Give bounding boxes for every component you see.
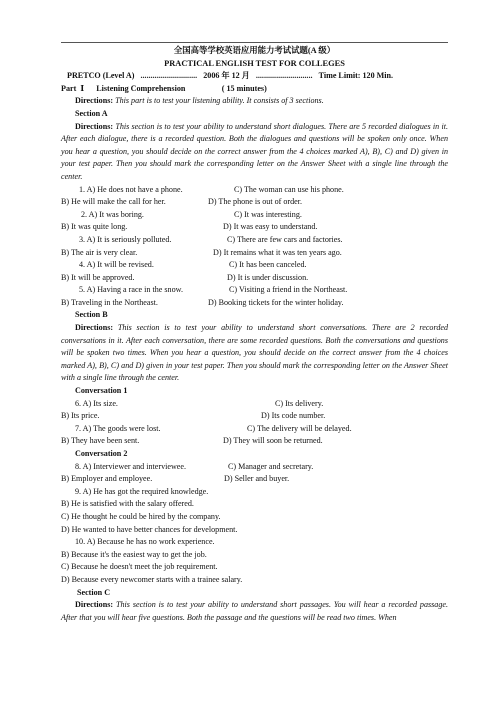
option-left: B) It was quite long. — [61, 222, 128, 232]
question-10-option-b: B) Because it's the easiest way to get the job. — [61, 549, 207, 559]
directions-text: This section is to test your ability to understand short passages. You will hear a recorded passage. After that you will hear five questions. Both the passage and the questions will be read two times. When — [61, 600, 448, 622]
option-left: B) Employer and employee. — [61, 474, 153, 484]
question-10-option-c: C) Because he doesn't meet the job requirement. — [61, 562, 218, 572]
question-9-option-c: C) He thought he could be hired by the company. — [61, 511, 221, 521]
question-row — [61, 259, 448, 272]
question-row — [61, 473, 448, 486]
option-left: B) It will be approved. — [61, 272, 135, 282]
question-row — [61, 221, 448, 234]
option-right: D) It remains what it was ten years ago. — [213, 247, 342, 257]
option-right: D) Booking tickets for the winter holiday. — [208, 297, 344, 307]
option-left: 4. A) It will be revised. — [79, 260, 154, 270]
question-9-option-b: B) He is satisfied with the salary offered. — [61, 499, 194, 509]
question-row — [61, 297, 448, 310]
section-b-directions — [61, 322, 448, 385]
option-left: 2. A) It was boring. — [81, 209, 144, 219]
option-right: C) Visiting a friend in the Northeast. — [229, 285, 348, 295]
question-row — [61, 461, 448, 474]
conversation-2-heading: Conversation 2 — [75, 449, 128, 458]
option-left: 3. A) It is seriously polluted. — [79, 234, 172, 244]
option-right: D) It was easy to understand. — [223, 222, 318, 232]
question-9-option-d: D) He wanted to have better chances for development. — [61, 524, 238, 534]
option-right: C) It has been canceled. — [229, 260, 307, 270]
option-right: D) It is under discussion. — [227, 272, 309, 282]
option-right: D) The phone is out of order. — [208, 197, 303, 207]
question-row — [61, 209, 448, 222]
option-right: C) The woman can use his phone. — [234, 184, 344, 194]
option-right: C) It was interesting. — [234, 209, 302, 219]
option-left: 1. A) He does not have a phone. — [79, 184, 183, 194]
option-left: 6. A) Its size. — [75, 398, 118, 408]
directions-label: Directions: — [75, 600, 114, 610]
question-row — [61, 247, 448, 260]
question-row — [61, 272, 448, 285]
question-row — [61, 410, 448, 423]
option-right: C) There are few cars and factories. — [227, 234, 343, 244]
question-row — [61, 196, 448, 209]
part-heading: Part Ⅰ Listening Comprehension ( 15 minutes) — [61, 83, 267, 93]
header-rule — [61, 42, 448, 43]
directions-text: This section is to test your ability to understand short conversations. There are 2 recorded conversations in it. After each conversation, there are some recorded questions. Both the conversations and questions will be spoken two times. When you hear a question, you should decide on the correct answer from the 4 choices marked A), B), C) and D) given in your test paper. Then you should mark the corresponding letter on the Answer Sheet with a single line through the center. — [61, 323, 448, 383]
exam-meta-line: PRETCO (Level A) ............................ 2006 年 12 月 ............................ Time Limit: 120 Min. — [67, 71, 394, 81]
question-row — [61, 284, 448, 297]
exam-title-english: PRACTICAL ENGLISH TEST FOR COLLEGES — [164, 58, 345, 68]
option-right: D) Seller and buyer. — [224, 474, 290, 484]
section-a-heading: Section A — [75, 108, 108, 118]
option-left: B) Traveling in the Northeast. — [61, 297, 158, 307]
directions-label: Directions: — [75, 96, 114, 106]
question-row — [61, 423, 448, 436]
section-c-directions — [61, 599, 448, 624]
directions-label: Directions: — [75, 121, 114, 131]
option-left: 7. A) The goods were lost. — [75, 423, 161, 433]
part-directions — [61, 95, 448, 108]
directions-text: This section is to test your ability to understand short dialogues. There are 5 recorded dialogues in it. After each dialogue, there is a recorded question. Both the dialogues and questions will be spoken only once. When you hear a question, you should decide on the correct answer from the 4 choices marked A), B), C) and D) given in your test paper. Then you should mark the corresponding letter on the Answer Sheet with a single line through the center. — [61, 121, 448, 181]
section-b-heading: Section B — [75, 310, 108, 320]
question-10-option-a: 10. A) Because he has no work experience. — [75, 537, 215, 547]
option-right: C) Manager and secretary. — [228, 461, 314, 471]
question-row — [61, 398, 448, 411]
option-left: 8. A) Interviewer and interviewee. — [75, 461, 187, 471]
directions-label: Directions: — [75, 323, 114, 333]
conversation-1-heading: Conversation 1 — [75, 386, 128, 396]
option-right: C) Its delivery. — [275, 398, 324, 408]
question-row — [61, 234, 448, 247]
exam-title-chinese: 全国高等学校英语应用能力考试试题(A 级） — [173, 46, 336, 55]
question-row — [61, 184, 448, 197]
question-9-option-a: 9. A) He has got the required knowledge. — [75, 486, 209, 496]
option-right: C) The delivery will be delayed. — [247, 423, 352, 433]
option-left: B) He will make the call for her. — [61, 197, 166, 207]
option-left: B) Its price. — [61, 411, 100, 421]
option-left: 5. A) Having a race in the snow. — [79, 285, 183, 295]
option-right: D) Its code number. — [261, 411, 326, 421]
option-left: B) They have been sent. — [61, 436, 140, 446]
question-10-option-d: D) Because every newcomer starts with a trainee salary. — [61, 574, 243, 584]
section-a-items — [61, 184, 448, 310]
option-right: D) They will soon be returned. — [223, 436, 323, 446]
section-c-heading: Section C — [77, 587, 111, 597]
question-row — [61, 435, 448, 448]
exam-content — [61, 45, 448, 624]
option-left: B) The air is very clear. — [61, 247, 138, 257]
section-a-directions — [61, 121, 448, 184]
directions-text: This part is to test your listening ability. It consists of 3 sections. — [113, 96, 324, 106]
